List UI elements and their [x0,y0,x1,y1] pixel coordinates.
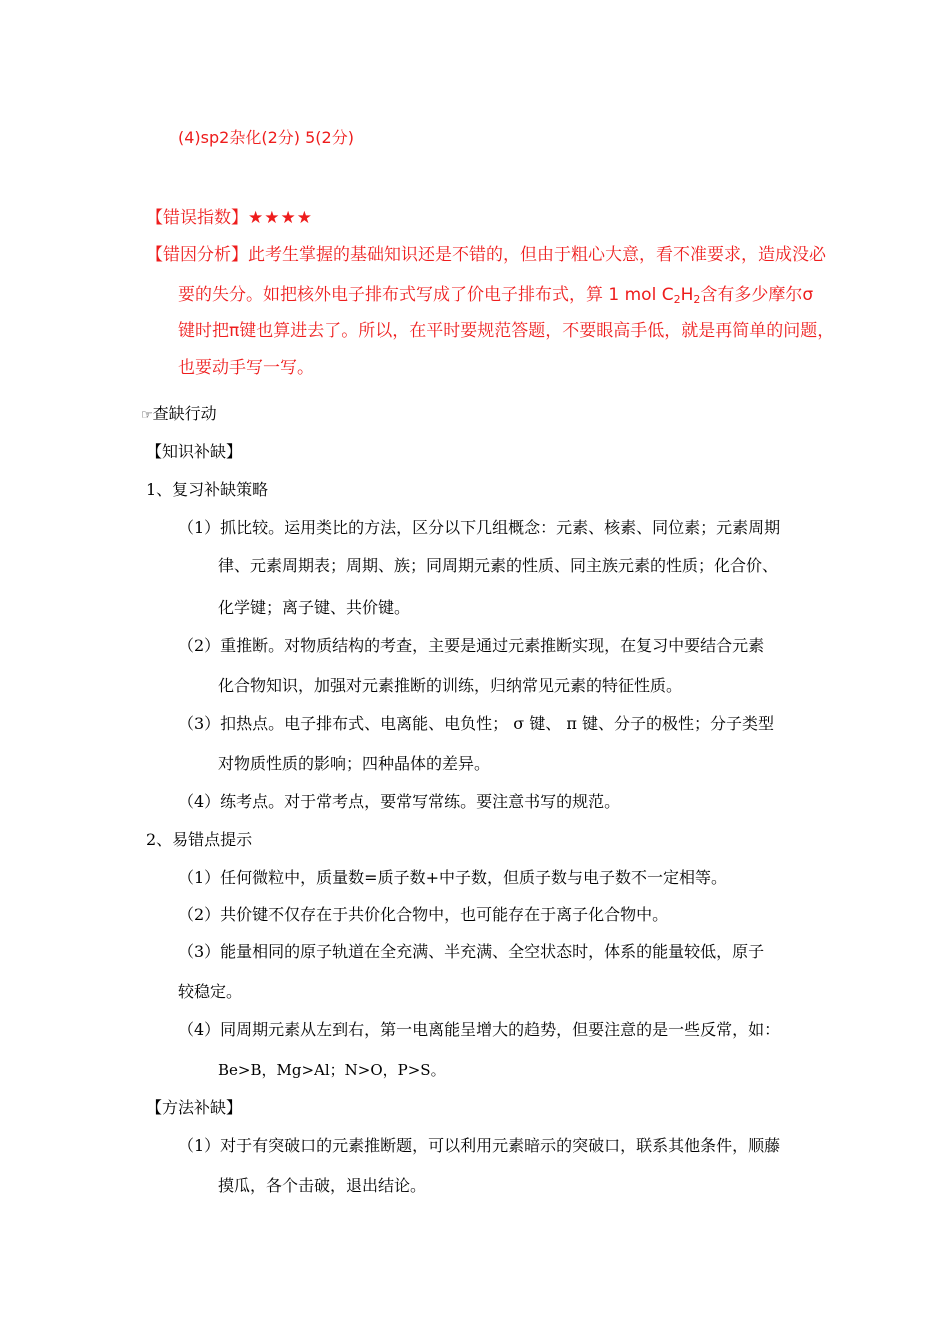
s1-p4-line-1: （4）练考点。对于常考点，要常写常练。要注意书写的规范。 [178,792,621,811]
error-analysis-line-2 [178,285,813,310]
pointing-hand-icon: ☞ [141,408,153,423]
action-title: 查缺行动 [152,404,217,423]
method-p1-line-1: （1）对于有突破口的元素推断题，可以利用元素暗示的突破口，联系其他条件，顺藤 [178,1136,781,1155]
s1-p1-line-3: 化学键；离子键、共价键。 [218,598,411,617]
s2-p4-line-1: （4）同周期元素从左到右，第一电离能呈增大的趋势，但要注意的是一些反常，如： [178,1020,781,1039]
star-rating-icons: ★★★★ [248,208,313,228]
section-2-title: 2、易错点提示 [146,830,253,849]
s1-p1-line-1: （1）抓比较。运用类比的方法，区分以下几组概念：元素、核素、同位素；元素周期 [178,518,781,537]
error-analysis-line-3: 键时把π键也算进去了。所以，在平时要规范答题，不要眼高手低，就是再简单的问题， [178,321,835,341]
knowledge-header: 【知识补缺】 [146,442,243,461]
subscript-2a: 2 [673,293,681,306]
answer-line: (4)sp2杂化(2分) 5(2分) [178,128,354,147]
method-p1-line-2: 摸瓜，各个击破，退出结论。 [218,1176,427,1195]
s1-p1-line-2: 律、元素周期表；周期、族；同周期元素的性质、同主族元素的性质；化合价、 [218,556,779,575]
action-heading [141,404,217,426]
s2-p3-line-1: （3）能量相同的原子轨道在全充满、半充满、全空状态时，体系的能量较低，原子 [178,942,765,961]
error-analysis-label: 【错因分析】 [146,245,248,265]
error-analysis-text-2: 要的失分。如把核外电子排布式写成了价电子排布式，算 1 mol C [178,285,674,305]
formula-h: H [680,285,694,305]
error-index-label: 【错误指数】 [146,208,248,228]
error-analysis-line-1 [146,245,826,265]
s1-p2-line-2: 化合物知识，加强对元素推断的训练，归纳常见元素的特征性质。 [218,676,683,695]
error-analysis-line-4: 也要动手写一写。 [178,358,314,378]
subscript-2b: 2 [693,293,701,306]
s2-p3-line-2: 较稳定。 [178,982,243,1001]
s1-p3-line-2: 对物质性质的影响；四种晶体的差异。 [218,754,491,773]
error-analysis-text-2-end: 含有多少摩尔σ [700,285,814,305]
s2-p2: （2）共价键不仅存在于共价化合物中，也可能存在于离子化合物中。 [178,905,669,924]
error-index [146,208,313,228]
s1-p2-line-1: （2）重推断。对物质结构的考查，主要是通过元素推断实现，在复习中要结合元素 [178,636,765,655]
error-analysis-text-1: 此考生掌握的基础知识还是不错的，但由于粗心大意，看不准要求，造成没必 [248,245,826,265]
method-header: 【方法补缺】 [146,1098,243,1117]
s2-p4-line-2: Be>B，Mg>Al；N>O，P>S。 [218,1061,446,1079]
s2-p1: （1）任何微粒中，质量数=质子数+中子数，但质子数与电子数不一定相等。 [178,868,727,887]
section-1-title: 1、复习补缺策略 [146,480,269,499]
s1-p3-line-1: （3）扣热点。电子排布式、电离能、电负性； σ 键、 π 键、分子的极性；分子类型 [178,714,774,733]
